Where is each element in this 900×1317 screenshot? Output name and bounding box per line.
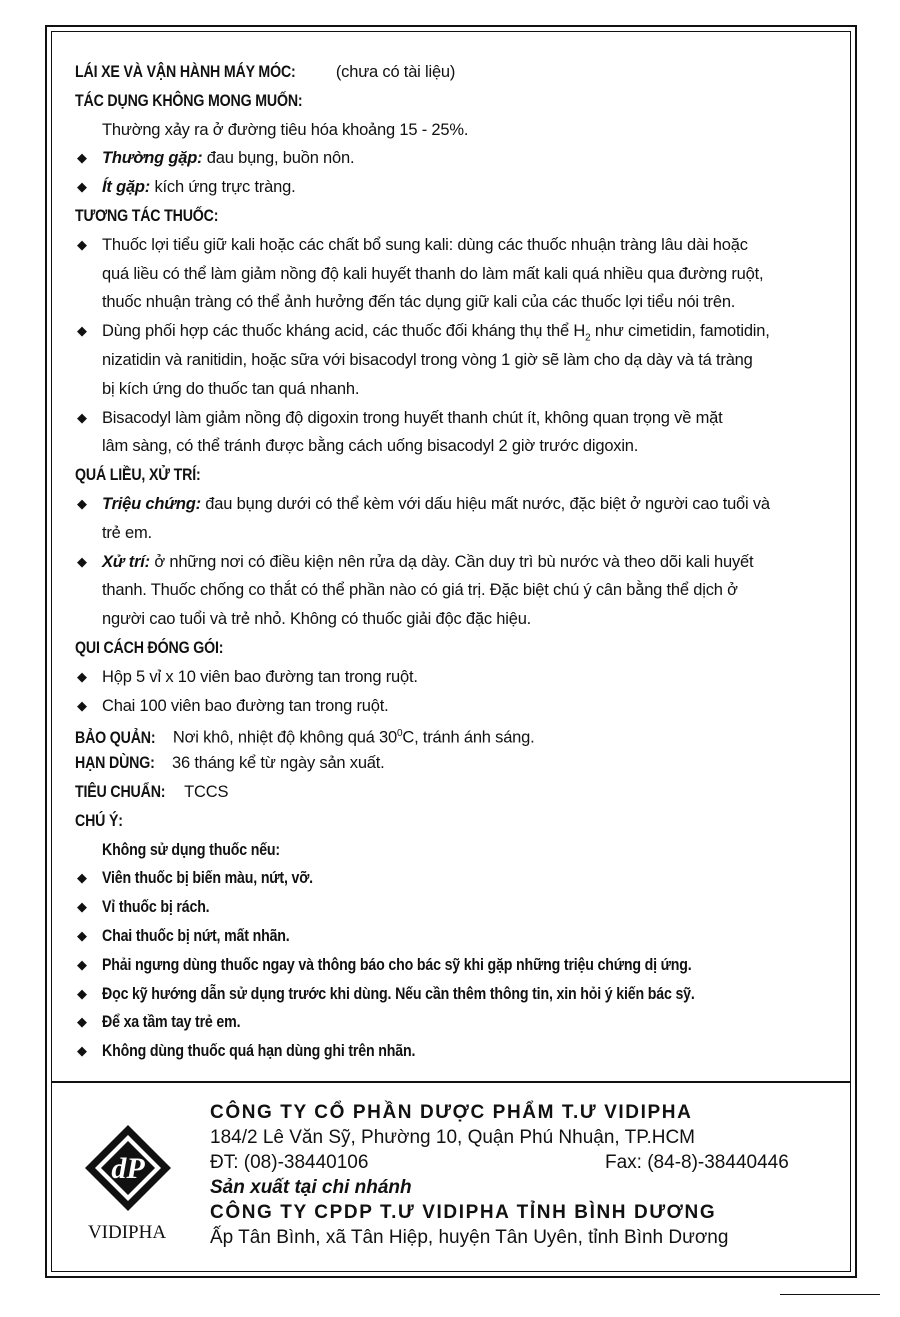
bullet-icon: ◆ [77, 985, 87, 1001]
company-footer [210, 1100, 789, 1250]
storage-section [75, 720, 845, 749]
bullet-icon: ◆ [77, 323, 87, 339]
notes-item [75, 864, 845, 893]
overdose-heading-line [75, 461, 845, 490]
treatment-text: ở những nơi có điều kiện nên rửa dạ dày. Cần duy trì bù nước và theo dõi kali huyết [149, 552, 754, 571]
bullet-icon: ◆ [77, 553, 87, 569]
treatment-line: người cao tuổi và trẻ nhỏ. Không có thuốc giải độc đặc hiệu. [102, 610, 532, 629]
storage-heading: BẢO QUẢN: [75, 728, 156, 747]
packaging-item [75, 663, 845, 692]
logo-wordmark: VIDIPHA [87, 1222, 167, 1243]
expiry-section [75, 749, 845, 778]
company-name: CÔNG TY CỔ PHẦN DƯỢC PHẨM T.Ư VIDIPHA [210, 1102, 693, 1123]
bullet-icon: ◆ [77, 1043, 87, 1059]
notes-heading: CHÚ Ý: [75, 811, 123, 830]
notes-item [75, 980, 845, 1009]
notes-item [75, 922, 845, 951]
interaction-3-line: Bisacodyl làm giảm nồng độ digoxin trong huyết thanh chút ít, không quan trọng về mặt [102, 408, 723, 427]
driving-heading: LÁI XE VÀ VẬN HÀNH MÁY MÓC: [75, 63, 296, 81]
notes-heading-line [75, 807, 845, 836]
side-effects-common [75, 144, 845, 173]
standard-heading: TIÊU CHUẨN: [75, 782, 166, 801]
expiry-heading: HẠN DÙNG: [75, 754, 155, 773]
expiry-text: 36 tháng kể từ ngày sản xuất. [167, 754, 385, 773]
notes-intro-line [75, 836, 845, 865]
bullet-icon: ◆ [77, 179, 87, 195]
footer-divider [51, 1081, 851, 1083]
phone-number: ĐT: (08)-38440106 [210, 1152, 369, 1173]
bullet-icon: ◆ [77, 236, 87, 252]
logo-mark: dP [111, 1152, 145, 1185]
made-at-label: Sản xuất tại chi nhánh [210, 1177, 412, 1198]
bullet-icon: ◆ [77, 927, 87, 943]
treatment-line: thanh. Thuốc chống co thắt có thể phần nào có giá trị. Đặc biệt chú ý cân bằng thể dịch ở [102, 581, 738, 600]
bullet-icon: ◆ [77, 956, 87, 972]
storage-text-a: Nơi khô, nhiệt độ không quá 30 [168, 728, 397, 747]
bullet-icon: ◆ [77, 495, 87, 511]
branch-name: CÔNG TY CPDP T.Ư VIDIPHA TỈNH BÌNH DƯƠNG [210, 1202, 717, 1223]
bullet-icon: ◆ [77, 1014, 87, 1030]
interaction-2-end: như cimetidin, famotidin, [590, 322, 770, 341]
branch-address: Ấp Tân Bình, xã Tân Hiệp, huyện Tân Uyên, tỉnh Bình Dương [210, 1227, 729, 1248]
common-text: đau bụng, buồn nôn. [202, 149, 355, 168]
treatment-label: Xử trí: [102, 552, 150, 571]
interaction-3-line: lâm sàng, có thể tránh được bằng cách uống bisacodyl 2 giờ trước digoxin. [102, 437, 639, 456]
bullet-icon: ◆ [77, 409, 87, 425]
notes-item-text: Đọc kỹ hướng dẫn sử dụng trước khi dùng. Nếu cần thêm thông tin, xin hỏi ý kiến bác sỹ. [102, 984, 695, 1003]
notes-item-text: Phải ngưng dùng thuốc ngay và thông báo cho bác sỹ khi gặp những triệu chứng dị ứng. [102, 955, 692, 974]
driving-section [75, 58, 845, 87]
contact-line [210, 1150, 789, 1175]
notes-item-text: Vỉ thuốc bị rách. [102, 898, 210, 917]
notes-item [75, 893, 845, 922]
notes-item-text: Chai thuốc bị nứt, mất nhãn. [102, 926, 290, 945]
side-effects-intro: Thường xảy ra ở đường tiêu hóa khoảng 15 - 25%. [102, 120, 469, 139]
notes-item-text: Viên thuốc bị biến màu, nứt, vỡ. [102, 869, 313, 888]
interaction-1-line: quá liều có thể làm giảm nồng độ kali huyết thanh do làm mất kali quá nhiều qua đường ruột, [102, 264, 764, 283]
vidipha-logo-icon [83, 1123, 173, 1213]
interaction-2-line [102, 317, 845, 346]
storage-text-b: C, tránh ánh sáng. [402, 728, 535, 747]
standard-section [75, 778, 845, 807]
packaging-heading: QUI CÁCH ĐÓNG GÓI: [75, 638, 224, 657]
interaction-item-1 [75, 231, 845, 317]
notes-item [75, 1008, 845, 1037]
bullet-icon: ◆ [77, 870, 87, 886]
symptoms-text: đau bụng dưới có thể kèm với dấu hiệu mất nước, đặc biệt ở người cao tuổi và [200, 494, 770, 513]
interactions-heading: TƯƠNG TÁC THUỐC: [75, 206, 219, 225]
bullet-icon: ◆ [77, 150, 87, 166]
bullet-icon: ◆ [77, 668, 87, 684]
degree-superscript: 0 [396, 728, 403, 740]
interaction-2-start: Dùng phối hợp các thuốc kháng acid, các thuốc đối kháng thụ thể H [102, 322, 586, 341]
symptoms-line [102, 490, 845, 519]
bullet-icon: ◆ [77, 697, 87, 713]
rare-label: Ít gặp: [102, 178, 151, 197]
overdose-symptoms [75, 490, 845, 548]
bottom-rule [780, 1294, 880, 1295]
fax-number: Fax: (84-8)-38440446 [605, 1152, 789, 1173]
notes-item-text: Để xa tầm tay trẻ em. [102, 1013, 241, 1032]
packaging-text: Chai 100 viên bao đường tan trong ruột. [102, 696, 389, 715]
side-effects-rare [75, 173, 845, 202]
rare-text: kích ứng trực tràng. [150, 178, 296, 197]
h2-subscript: 2 [585, 332, 591, 344]
interactions-heading-line [75, 202, 845, 231]
packaging-item [75, 692, 845, 721]
notes-intro: Không sử dụng thuốc nếu: [102, 840, 280, 859]
overdose-heading: QUÁ LIỀU, XỬ TRÍ: [75, 466, 201, 485]
interaction-2-line: nizatidin và ranitidin, hoặc sữa với bisacodyl trong vòng 1 giờ sẽ làm cho dạ dày và tá tràng [102, 350, 753, 369]
notes-item-text: Không dùng thuốc quá hạn dùng ghi trên nhãn. [102, 1042, 416, 1061]
treatment-line [102, 548, 845, 577]
bullet-icon: ◆ [77, 899, 87, 915]
standard-text: TCCS [180, 782, 229, 801]
company-address: 184/2 Lê Văn Sỹ, Phường 10, Quận Phú Nhuận, TP.HCM [210, 1127, 696, 1148]
leaflet-body [75, 58, 845, 1066]
interaction-item-3 [75, 404, 845, 462]
packaging-heading-line [75, 634, 845, 663]
packaging-text: Hộp 5 vỉ x 10 viên bao đường tan trong ruột. [102, 667, 418, 686]
interaction-1-line: thuốc nhuận tràng có thể ảnh hưởng đến tác dụng giữ kali của các thuốc lợi tiểu nói trên. [102, 293, 736, 312]
symptoms-label: Triệu chứng: [102, 494, 201, 513]
symptoms-line: trẻ em. [102, 523, 152, 542]
notes-item [75, 951, 845, 980]
interaction-item-2 [75, 317, 845, 403]
side-effects-heading: TÁC DỤNG KHÔNG MONG MUỐN: [75, 91, 303, 110]
interaction-1-line: Thuốc lợi tiểu giữ kali hoặc các chất bổ sung kali: dùng các thuốc nhuận tràng lâu dài hoặc [102, 235, 748, 254]
side-effects-heading-line [75, 87, 845, 116]
common-label: Thường gặp: [102, 149, 203, 168]
notes-item [75, 1037, 845, 1066]
interaction-2-line: bị kích ứng do thuốc tan quá nhanh. [102, 379, 360, 398]
driving-text: (chưa có tài liệu) [331, 63, 456, 81]
overdose-treatment [75, 548, 845, 634]
